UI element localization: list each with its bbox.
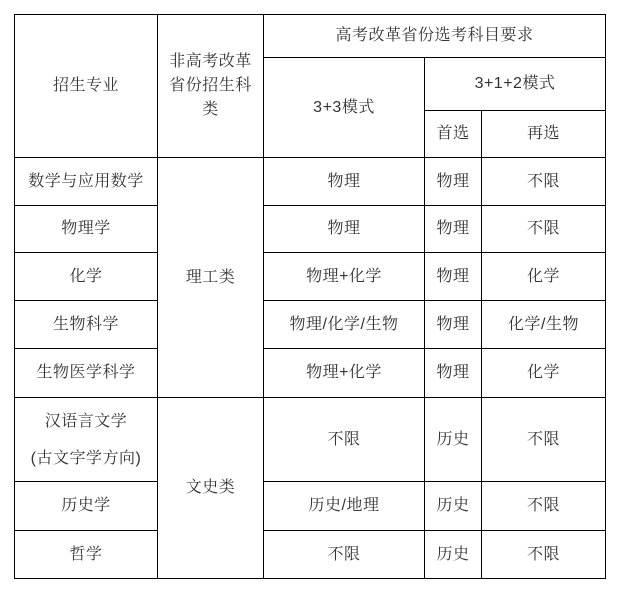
header-reform-title: 高考改革省份选考科目要求 [264, 15, 606, 58]
header-re-pick: 再选 [482, 111, 606, 158]
header-major-column: 招生专业 [15, 15, 158, 158]
header-non-reform-column: 非高考改革省份招生科类 [158, 15, 264, 158]
re-pick-cell: 化学 [482, 349, 606, 398]
major-cell: 哲学 [15, 531, 158, 579]
category-liberal-cell: 文史类 [158, 398, 264, 579]
table-row [15, 398, 606, 482]
major-cell [15, 398, 158, 482]
admissions-requirements-table [14, 14, 606, 579]
category-science-cell: 理工类 [158, 158, 264, 398]
table-row [15, 253, 606, 301]
major-cell: 生物医学科学 [15, 349, 158, 398]
mode33-cell: 不限 [264, 531, 425, 579]
major-cell: 历史学 [15, 482, 158, 531]
first-pick-cell: 历史 [425, 531, 482, 579]
re-pick-cell: 不限 [482, 158, 606, 206]
table-row [15, 531, 606, 579]
major-line-2: (古文字学方向) [30, 449, 142, 467]
mode33-cell: 物理+化学 [264, 253, 425, 301]
first-pick-cell: 物理 [425, 253, 482, 301]
re-pick-cell: 不限 [482, 206, 606, 253]
re-pick-cell: 不限 [482, 398, 606, 482]
first-pick-cell: 物理 [425, 301, 482, 349]
table-row [15, 301, 606, 349]
table-row [15, 206, 606, 253]
major-cell: 化学 [15, 253, 158, 301]
major-line-1: 汉语言文学 [44, 412, 128, 430]
first-pick-cell: 物理 [425, 206, 482, 253]
first-pick-cell: 物理 [425, 349, 482, 398]
re-pick-cell: 不限 [482, 482, 606, 531]
re-pick-cell: 化学/生物 [482, 301, 606, 349]
re-pick-cell: 化学 [482, 253, 606, 301]
mode33-cell: 物理/化学/生物 [264, 301, 425, 349]
table-row [15, 482, 606, 531]
re-pick-cell: 不限 [482, 531, 606, 579]
header-mode-3-1-2: 3+1+2模式 [425, 58, 606, 111]
header-mode-3-3: 3+3模式 [264, 58, 425, 158]
mode33-cell: 不限 [264, 398, 425, 482]
header-first-pick: 首选 [425, 111, 482, 158]
first-pick-cell: 历史 [425, 482, 482, 531]
table-row [15, 349, 606, 398]
major-cell: 数学与应用数学 [15, 158, 158, 206]
mode33-cell: 物理 [264, 158, 425, 206]
mode33-cell: 物理 [264, 206, 425, 253]
major-cell: 生物科学 [15, 301, 158, 349]
major-cell: 物理学 [15, 206, 158, 253]
mode33-cell: 历史/地理 [264, 482, 425, 531]
first-pick-cell: 物理 [425, 158, 482, 206]
table-row [15, 158, 606, 206]
mode33-cell: 物理+化学 [264, 349, 425, 398]
first-pick-cell: 历史 [425, 398, 482, 482]
